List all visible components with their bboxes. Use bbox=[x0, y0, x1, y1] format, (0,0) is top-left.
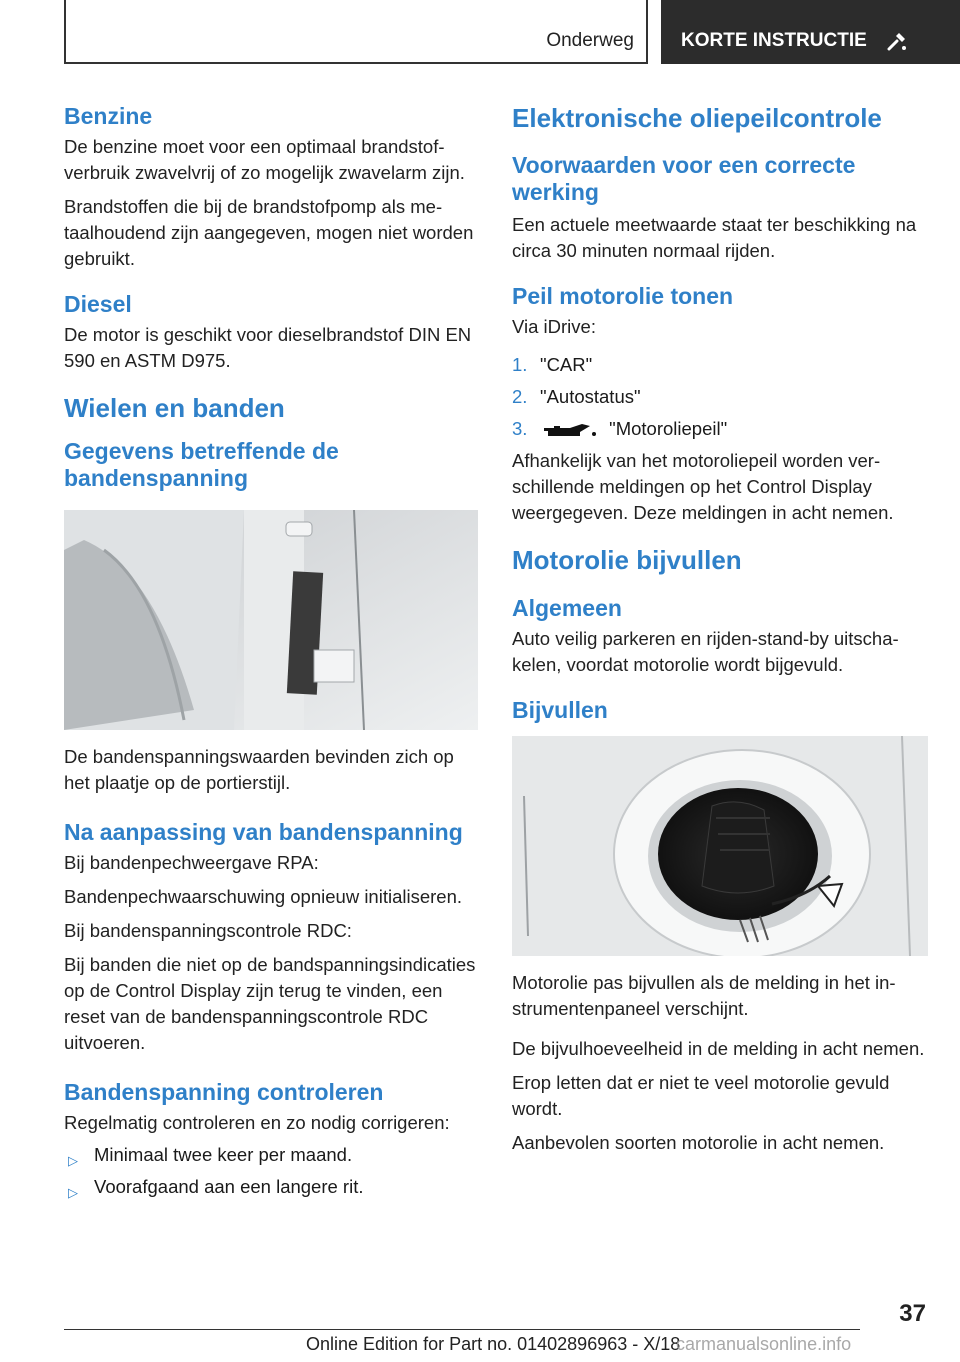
list-item: ▷ Minimaal twee keer per maand. bbox=[64, 1142, 478, 1168]
section-label: Onderweg bbox=[546, 30, 634, 51]
step-number: 1. bbox=[512, 354, 528, 375]
oil-filler-cap-photo bbox=[512, 736, 928, 956]
heading-conditions: Voorwaarden voor een correcte werking bbox=[512, 152, 856, 205]
left-column bbox=[64, 98, 478, 1200]
edition-text: Online Edition for Part no. 01402896963 - X/18 bbox=[306, 1334, 681, 1354]
header-tab[interactable] bbox=[661, 0, 960, 64]
refill-paragraph-2: De bijvulhoeveelheid in de melding in acht nemen. bbox=[512, 1038, 925, 1059]
page-number: 37 bbox=[899, 1300, 926, 1327]
heading-show-oil-level: Peil motorolie tonen bbox=[512, 283, 734, 309]
step-text: "CAR" bbox=[540, 354, 593, 375]
heading-benzine: Benzine bbox=[64, 103, 153, 129]
benzine-paragraph-1: De benzine moet voor een optimaal brandstofverbruik zwavelvrij of zo mogelijk zwavelarm zijn. bbox=[64, 136, 465, 183]
heading-add-oil: Motorolie bijvullen bbox=[512, 545, 742, 575]
adjust-paragraph-1: Bij bandenpechweergave RPA: bbox=[64, 852, 319, 873]
check-bullet-list bbox=[64, 1142, 478, 1200]
step-number: 2. bbox=[512, 386, 528, 407]
step-text: "Motoroliepeil" bbox=[609, 418, 728, 439]
refill-paragraph-1: Motorolie pas bijvullen als de melding in het instrumentenpaneel verschijnt. bbox=[512, 972, 896, 1019]
heading-wheels: Wielen en banden bbox=[64, 393, 285, 423]
heading-after-adjusting: Na aanpassing van bandenspanning bbox=[64, 819, 463, 845]
right-column bbox=[512, 98, 930, 1156]
triangle-bullet-icon: ▷ bbox=[68, 1153, 78, 1168]
step-item bbox=[512, 384, 930, 410]
show-paragraph-2: Afhankelijk van het motoroliepeil worden verschillende meldingen op het Control Display weergegeven. Deze meldingen in acht nemen. bbox=[512, 450, 894, 523]
heading-diesel: Diesel bbox=[64, 291, 132, 317]
heading-oil-level-control: Elektronische oliepeilcontrole bbox=[512, 103, 882, 133]
footer-divider bbox=[64, 1329, 860, 1330]
oil-can-icon bbox=[540, 420, 598, 440]
adjust-paragraph-2: Bandenpechwaarschuwing opnieuw initialiseren. bbox=[64, 886, 463, 907]
wrench-icon bbox=[886, 30, 908, 52]
refill-paragraph-3: Erop letten dat er niet te veel motorolie gevuld wordt. bbox=[512, 1072, 890, 1119]
refill-paragraph-4: Aanbevolen soorten motorolie in acht nemen. bbox=[512, 1132, 885, 1153]
tab-label: KORTE INSTRUCTIE bbox=[681, 30, 867, 51]
adjust-paragraph-4: Bij banden die niet op de bandspanningsindicaties op de Control Display zijn terug te vinden, een reset van de bandenspanningscontrole RDC uitvoeren. bbox=[64, 954, 476, 1053]
conditions-paragraph: Een actuele meetwaarde staat ter beschikking na circa 30 minuten normaal rijden. bbox=[512, 214, 917, 261]
general-paragraph: Auto veilig parkeren en rijden-stand-by uitschakelen, voordat motorolie wordt bijgevuld. bbox=[512, 628, 899, 675]
step-item bbox=[512, 352, 930, 378]
benzine-paragraph-2: Brandstoffen die bij de brandstofpomp als metaalhoudend zijn aangegeven, mogen niet worden gebruikt. bbox=[64, 196, 474, 269]
show-paragraph-1: Via iDrive: bbox=[512, 316, 596, 337]
header-section-box bbox=[64, 0, 648, 64]
heading-check-pressure: Bandenspanning controleren bbox=[64, 1079, 384, 1105]
step-number: 3. bbox=[512, 418, 528, 439]
heading-tire-pressure-data: Gegevens betreffende de bandenspanning bbox=[64, 438, 339, 491]
list-item: ▷ Voorafgaand aan een langere rit. bbox=[64, 1174, 478, 1200]
diesel-paragraph: De motor is geschikt voor dieselbrandstof DIN EN 590 en ASTM D975. bbox=[64, 324, 472, 371]
tire-pressure-caption: De bandenspanningswaarden bevinden zich op het plaatje op de portierstijl. bbox=[64, 746, 454, 793]
step-text: "Autostatus" bbox=[540, 386, 641, 407]
heading-refill: Bijvullen bbox=[512, 697, 608, 723]
check-paragraph: Regelmatig controleren en zo nodig corrigeren: bbox=[64, 1112, 450, 1133]
heading-general: Algemeen bbox=[512, 595, 622, 621]
adjust-paragraph-3: Bij bandenspanningscontrole RDC: bbox=[64, 920, 352, 941]
step-item bbox=[512, 416, 930, 442]
door-pillar-photo bbox=[64, 510, 478, 730]
watermark-text: carmanualsonline.info bbox=[676, 1334, 852, 1354]
idrive-steps bbox=[512, 352, 930, 442]
triangle-bullet-icon: ▷ bbox=[68, 1185, 78, 1200]
